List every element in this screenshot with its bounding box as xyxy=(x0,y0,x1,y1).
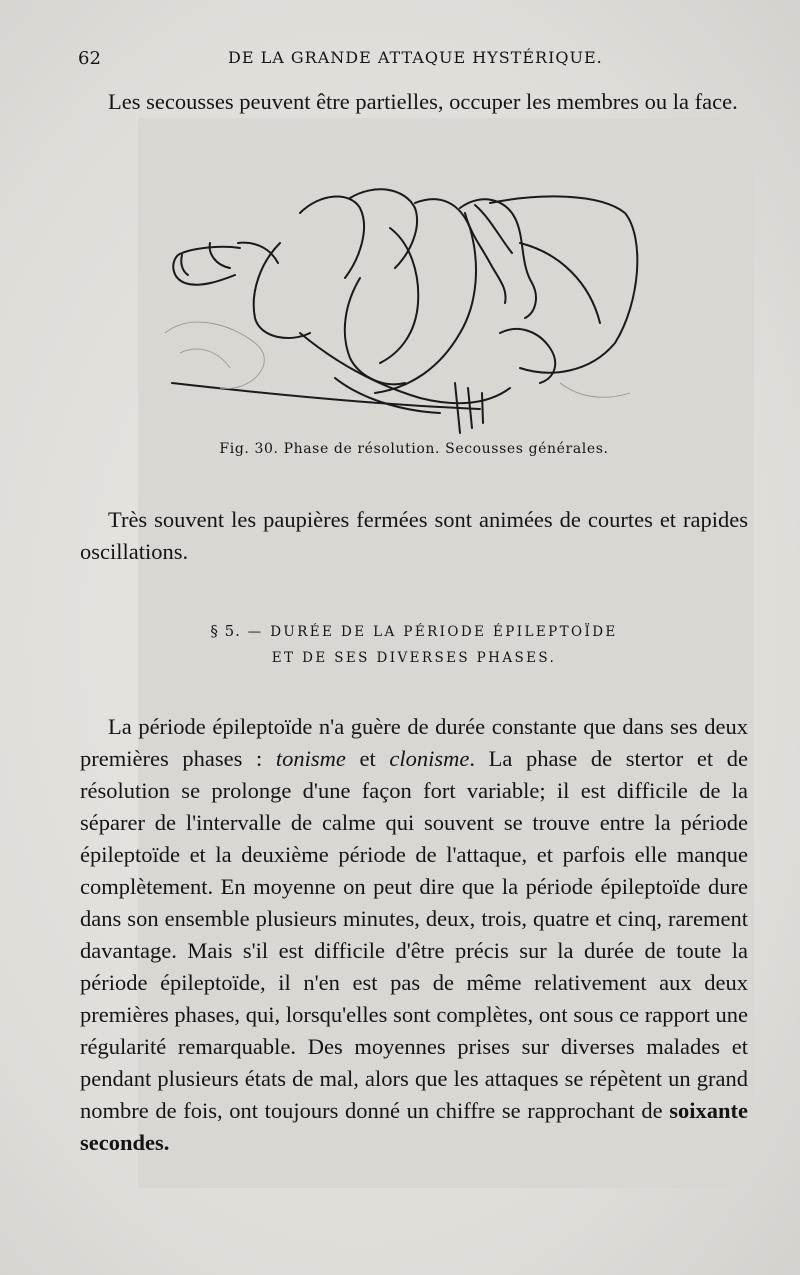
running-head: DE LA GRANDE ATTAQUE HYSTÉRIQUE. xyxy=(228,48,603,67)
intro-paragraph: Les secousses peuvent être partielles, occuper les membres ou la face. xyxy=(108,89,738,114)
page-number: 62 xyxy=(78,48,101,69)
main-text-3: . La phase de stertor et de résolution se prolonge d'une façon fort variable; il est difficile de la séparer de l'intervalle de calme qui souvent se trouve entre la période épileptoïde et la deuxième période de l'attaque, et parfois elle manque complètement. En moyenne on peut dire que la période épileptoïde dure dans son ensemble plusieurs minutes, deux, trois, quatre et cinq, rarement davantage. Mais s'il est difficile d'être précis sur la durée de toute la période épileptoïde, il n'en est pas de même relativement aux deux premières phases, qui, lorsqu'elles sont complètes, ont sous ce rapport une régularité remarquable. Des moyennes prises sur diverses malades et pendant plusieurs états de mal, alors que les attaques se répètent un grand nombre de fois, ont toujours donné un chiffre se rapprochant de xyxy=(80,746,748,1123)
term-tonisme: tonisme xyxy=(275,746,346,771)
main-paragraph xyxy=(80,711,748,1159)
figure-caption: Fig. 30. Phase de résolution. Secousses générales. xyxy=(219,441,609,457)
figure-illustration xyxy=(160,183,660,438)
section-heading xyxy=(80,622,748,640)
section-number: § 5. xyxy=(210,622,241,640)
page-header xyxy=(78,48,718,74)
section-title-line2: ET DE SES DIVERSES PHASES. xyxy=(271,650,557,666)
term-clonisme: clonisme xyxy=(389,746,470,771)
paragraph-eyelids: Très souvent les paupières fermées sont animées de courtes et rapides oscillations. xyxy=(80,507,748,564)
section-title-line1: — DURÉE DE LA PÉRIODE ÉPILEPTOÏDE xyxy=(247,624,618,640)
main-text-2: et xyxy=(345,746,390,771)
main-text-bold-end: soixante secondes. xyxy=(80,1098,748,1155)
main-text-1: La période épileptoïde n'a guère de durée constante que dans ses deux premières phases : xyxy=(80,714,748,771)
